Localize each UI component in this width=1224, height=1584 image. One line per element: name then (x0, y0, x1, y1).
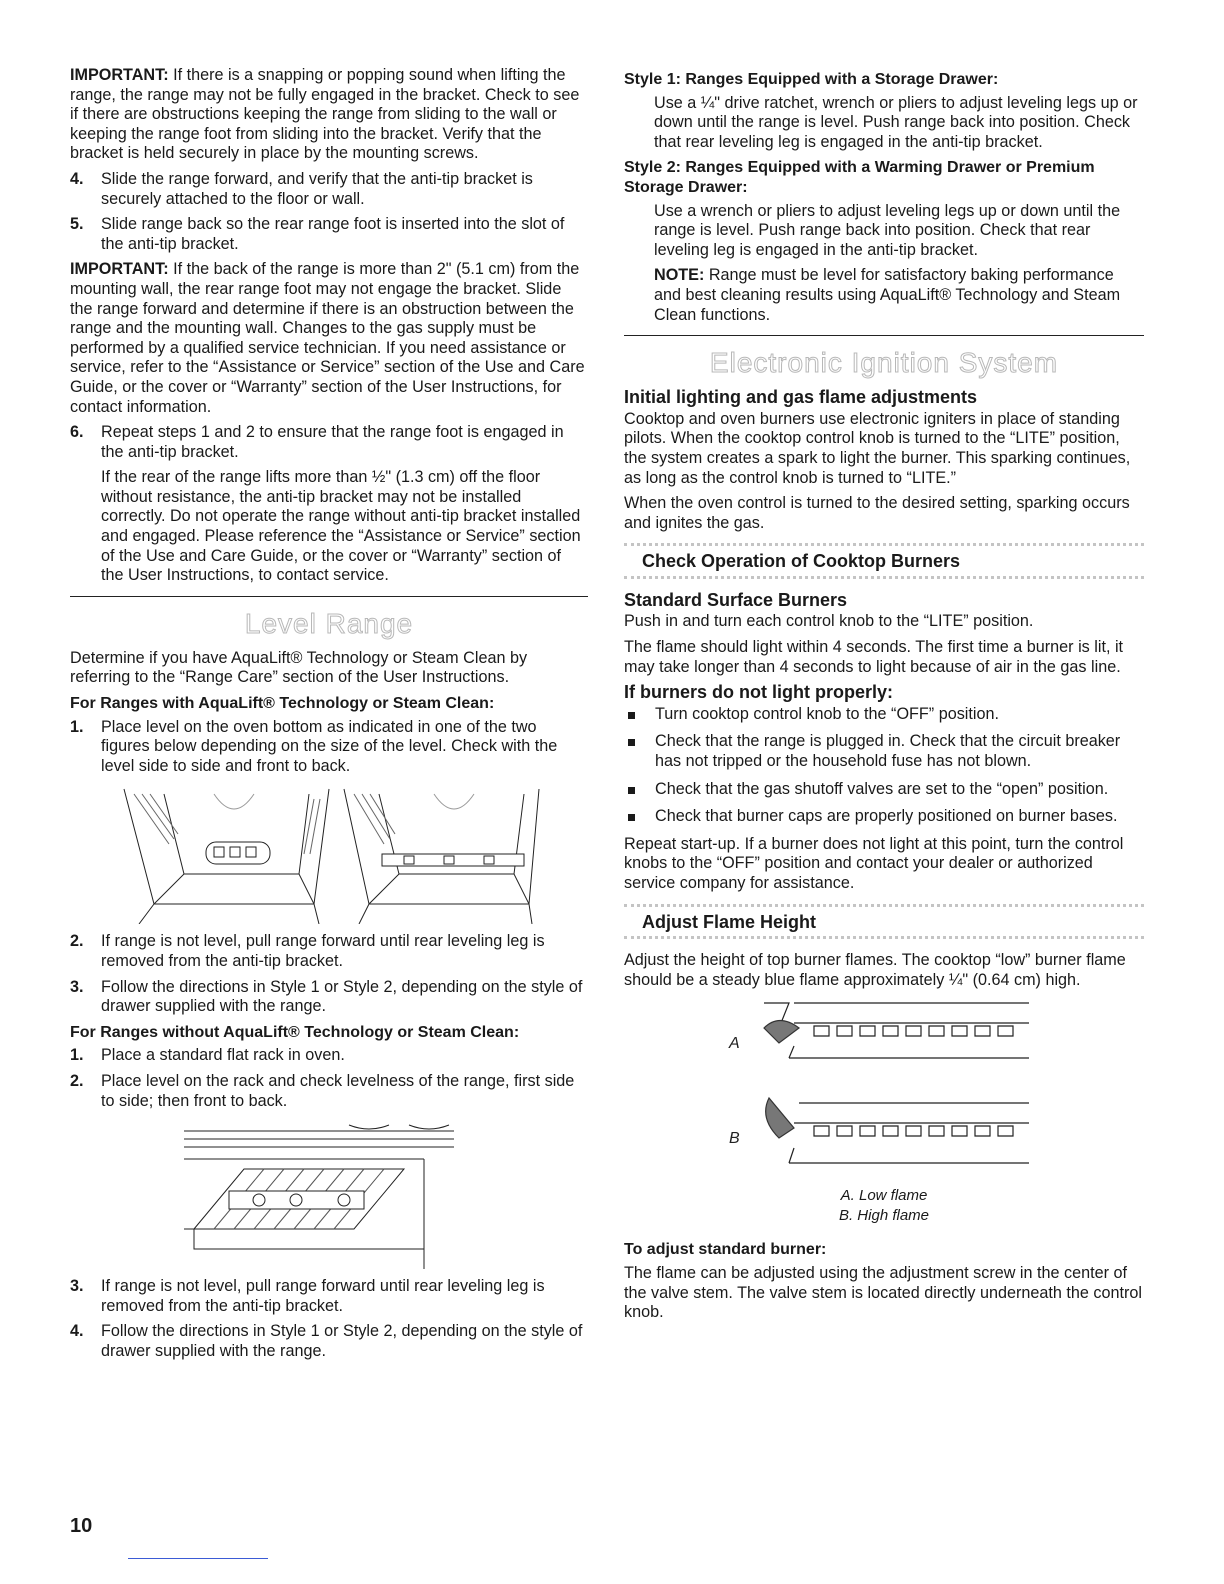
important-paragraph-1 (70, 66, 588, 164)
without-step-3 (70, 1277, 588, 1316)
left-column (70, 66, 588, 1368)
style-1-heading: Style 1: Ranges Equipped with a Storage Drawer: (624, 71, 999, 88)
step-6 (70, 423, 588, 462)
step-text: Follow the directions in Style 1 or Style 2, depending on the style of drawer supplied with the range. (101, 1322, 583, 1360)
level-intro: Determine if you have AquaLift® Technology or Steam Clean by referring to the “Range Care” section of the User Instructions. (70, 648, 528, 687)
with-step-2 (70, 932, 588, 971)
level-range-title: Level Range (244, 607, 414, 639)
list-item-text: Check that burner caps are properly positioned on burner bases. (655, 807, 1118, 826)
step-number: 2. (70, 1071, 84, 1090)
with-step-1 (70, 718, 588, 777)
step-number: 6. (70, 423, 84, 442)
check-operation-banner: Check Operation of Cooktop Burners (624, 543, 1144, 579)
style-1-text: Use a ¼" drive ratchet, wrench or pliers to adjust leveling legs up or down until the range is level. Push range back into position. Check that rear leveling leg is engaged in the anti-tip bracket. (654, 93, 1138, 151)
step-5 (70, 215, 588, 254)
if-not-light-heading: If burners do not light properly: (624, 682, 893, 703)
step-number: 2. (70, 932, 84, 951)
to-adjust-paragraph: The flame can be adjusted using the adjustment screw in the center of the valve stem. The valve stem is located directly underneath the control knob. (624, 1263, 1142, 1322)
flame-height-figure (719, 998, 1049, 1178)
standard-paragraph-2: The flame should light within 4 seconds. The first time a burner is lit, it may take longer than 4 seconds to light because of air in the gas line. (624, 638, 1124, 676)
step-6-note: If the rear of the range lifts more than ½" (1.3 cm) off the floor without resistance, the anti-tip bracket may not be installed correctly. Do not operate the range without anti-tip bracket installed and engaged. Please reference the “Assistance or Service” section of the Use and Care Guide, or the cover or “Warranty” section of the User Instructions, to contact service. (101, 468, 581, 585)
page-number: 10 (70, 1515, 93, 1537)
step-number: 5. (70, 215, 84, 234)
step-text: Place a standard flat rack in oven. (101, 1046, 345, 1065)
with-step-3 (70, 978, 588, 1017)
step-number: 3. (70, 977, 84, 996)
step-number: 1. (70, 717, 84, 736)
step-text: If range is not level, pull range forward until rear leveling leg is removed from the anti-tip bracket. (101, 932, 545, 970)
oven-level-figures (114, 784, 544, 924)
initial-paragraph-1: Cooktop and oven burners use electronic igniters in place of standing pilots. When the cooktop control knob is turned to the “LITE” position, the system creates a spark to light the burner. This sparking continues, as long as the control knob is turned to “LITE.” (624, 409, 1131, 487)
without-step-4 (70, 1322, 588, 1361)
step-text: Slide the range forward, and verify that the anti-tip bracket is securely attached to the floor or wall. (101, 169, 533, 208)
list-item-text: Check that the range is plugged in. Check that the circuit breaker has not tripped or the household fuse has not blown. (655, 732, 1121, 771)
without-step-1 (70, 1046, 588, 1066)
step-text: Slide range back so the rear range foot is inserted into the slot of the anti-tip bracket. (101, 215, 565, 253)
important-text: If there is a snapping or popping sound when lifting the range, the range may not be fully engaged in the bracket. Check to see if there are obstructions keeping the range from sliding to the wall or keeping the range foot from sliding into the bracket. Verify that the bracket is held securely in place by the mounting screws. (70, 66, 580, 163)
bullet-icon (624, 807, 655, 827)
step-text: Repeat steps 1 and 2 to ensure that the range foot is engaged in the anti-tip bracket. (101, 423, 564, 461)
list-item (624, 780, 1144, 800)
list-item (624, 705, 1144, 725)
standard-paragraph-1: Push in and turn each control knob to the “LITE” position. (624, 612, 1034, 631)
to-adjust-heading: To adjust standard burner: (624, 1241, 827, 1259)
adjust-paragraph: Adjust the height of top burner flames. The cooktop “low” burner flame should be a steady blue flame approximately ¼" (0.64 cm) high. (624, 951, 1126, 989)
important-label: IMPORTANT: (70, 260, 169, 279)
step-number: 1. (70, 1046, 84, 1065)
with-aqualift-heading: For Ranges with AquaLift® Technology or Steam Clean: (70, 695, 495, 713)
repeat-paragraph: Repeat start-up. If a burner does not light at this point, turn the control knobs to the “OFF” position and contact your dealer or authorized service company for assistance. (624, 834, 1124, 892)
style-2-text: Use a wrench or pliers to adjust leveling legs up or down until the range is level. Push range back into position. Check that rear leveling leg is engaged in the anti-tip bracket. (654, 201, 1121, 259)
right-column (624, 66, 1144, 1329)
list-item (624, 732, 1144, 771)
important-label: IMPORTANT: (70, 66, 169, 84)
step-text: Place level on the oven bottom as indicated in one of the two figures below depending on the size of the level. Check with the level side to side and front to back. (101, 717, 558, 775)
standard-burners-heading: Standard Surface Burners (624, 589, 848, 610)
bullet-icon (624, 732, 655, 771)
step-4 (70, 170, 588, 209)
without-aqualift-heading: For Ranges without AquaLift® Technology or Steam Clean: (70, 1023, 520, 1041)
troubleshoot-list (624, 705, 1144, 827)
ignition-title: Electronic Ignition System (709, 347, 1059, 379)
list-item-text: Check that the gas shutoff valves are set to the “open” position. (655, 779, 1109, 798)
section-divider (70, 596, 588, 597)
list-item-text: Turn cooktop control knob to the “OFF” position. (655, 704, 999, 723)
step-number: 4. (70, 1322, 84, 1341)
step-number: 3. (70, 1277, 84, 1296)
rack-level-figure (184, 1119, 474, 1269)
note-paragraph (654, 266, 1144, 325)
style-2-heading: Style 2: Ranges Equipped with a Warming Drawer or Premium Storage Drawer: (624, 159, 1095, 196)
step-number: 4. (70, 169, 84, 188)
bullet-icon (624, 780, 655, 800)
note-label: NOTE: (654, 266, 705, 285)
footer-line (128, 1558, 268, 1559)
section-divider (624, 335, 1144, 336)
initial-paragraph-2: When the oven control is turned to the desired setting, sparking occurs and ignites the gas. (624, 494, 1130, 532)
step-text: Follow the directions in Style 1 or Style 2, depending on the style of drawer supplied with the range. (101, 977, 583, 1016)
without-step-2 (70, 1072, 588, 1111)
important-paragraph-2 (70, 260, 588, 417)
caption-low-flame: A. Low flame (840, 1187, 928, 1205)
initial-lighting-heading: Initial lighting and gas flame adjustments (624, 387, 978, 408)
step-text: Place level on the rack and check levelness of the range, first side to side; then front to back. (101, 1071, 575, 1110)
caption-high-flame: B. High flame (838, 1207, 930, 1225)
adjust-flame-banner: Adjust Flame Height (624, 904, 1144, 940)
figure-label-a: A (729, 1035, 740, 1053)
note-text: Range must be level for satisfactory baking performance and best cleaning results using AquaLift® Technology and Steam Clean functions. (654, 266, 1121, 324)
figure-label-b: B (729, 1130, 740, 1148)
bullet-icon (624, 705, 655, 725)
important-text: If the back of the range is more than 2" (5.1 cm) from the mounting wall, the rear range foot may not engage the bracket. Slide the range forward and determine if there is an obstruction between the range and the mounting wall. Changes to the gas supply must be performed by a qualified service technician. If you need assistance or service, refer to the “Assistance or Service” section of the Use and Care Guide, or the cover or “Warranty” section of the User Instructions, for contact information. (70, 260, 585, 416)
step-text: If range is not level, pull range forward until rear leveling leg is removed from the anti-tip bracket. (101, 1277, 545, 1315)
list-item (624, 807, 1144, 827)
